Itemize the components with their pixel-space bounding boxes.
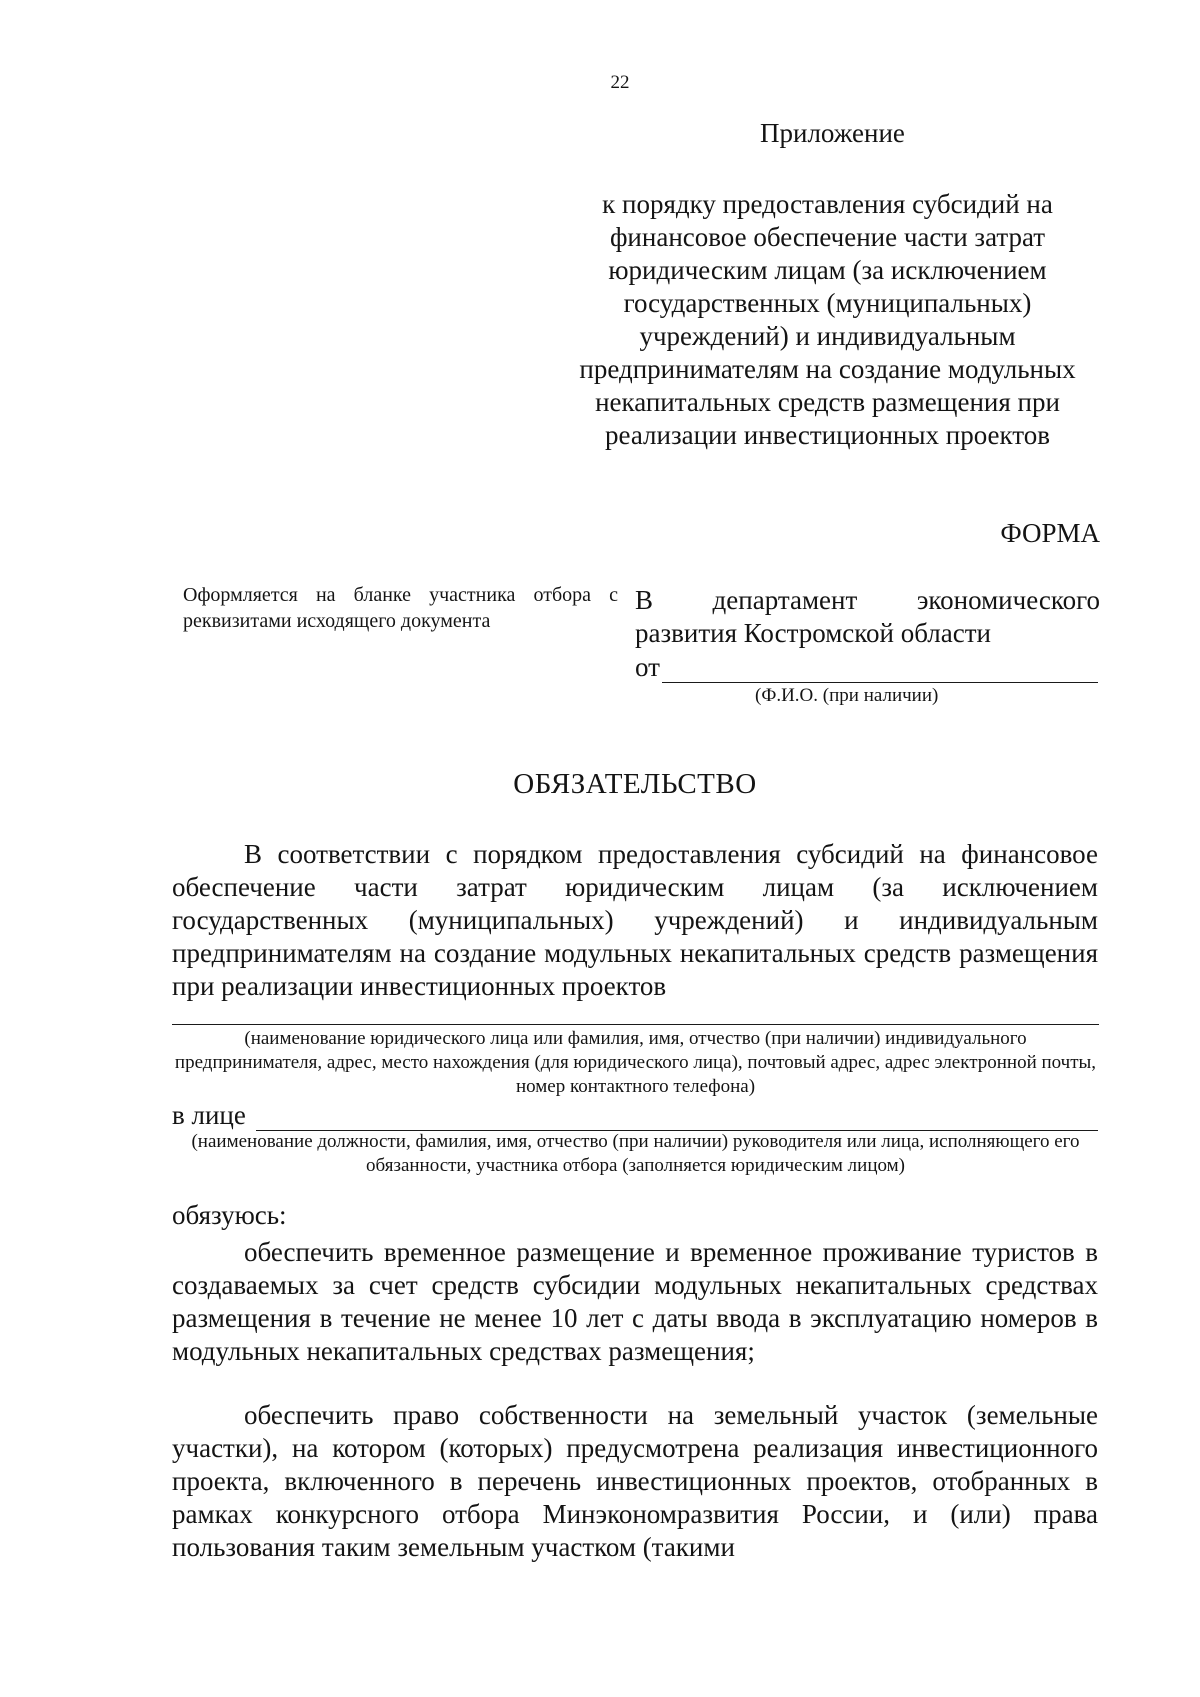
form-label: ФОРМА [1000, 518, 1100, 548]
entity-caption: (наименование юридического лица или фамилия, имя, отчество (при наличии) индивидуального предпринимателя, адрес, место нахождения (для юридического лица), почтовый адрес, адрес электронной почты, номер контактного телефона) [174, 1028, 1097, 1097]
from-label: от [635, 652, 660, 682]
in-person-label: в лице [172, 1100, 246, 1130]
entity-fill-line [172, 1024, 1099, 1025]
obligation-item: обеспечить временное размещение и временное проживание туристов в создаваемых за счет средств субсидии модульных некапитальных средствах размещения в течение не менее 10 лет с даты ввода в эксплуатацию номеров в модульных некапитальных средствах размещения; [172, 1237, 1098, 1366]
from-field [635, 652, 1098, 683]
obligate-label: обязуюсь: [172, 1200, 287, 1230]
addressee-block: В департамент экономического развития Костромской области [635, 585, 1100, 648]
letterhead-note: Оформляется на бланке участника отбора с реквизитами исходящего документа [183, 584, 618, 632]
appendix-title: Приложение [760, 118, 905, 148]
fio-caption: (Ф.И.О. (при наличии) [755, 685, 939, 706]
in-person-fill-line [256, 1104, 1098, 1131]
from-fill-line [662, 656, 1098, 683]
page-number: 22 [610, 72, 630, 93]
paragraph-intro: В соответствии с порядком предоставления субсидий на финансовое обеспечение части затрат юридическим лицам (за исключением государственных (муниципальных) учреждений) и индивидуальным предпринимателям на создание модульных некапитальных средств размещения при реализации инвестиционных проектов [172, 839, 1098, 1001]
appendix-text: к порядку предоставления субсидий на финансовое обеспечение части затрат юридическим лицам (за исключением государственных (муниципальных) учреждений) и индивидуальным предпринимателям на создание модульных некапитальных средств размещения при реализации инвестиционных проектов [579, 189, 1076, 450]
person-caption: (наименование должности, фамилия, имя, отчество (при наличии) руководителя или лица, исполняющего его обязанности, участника отбора (заполняется юридическим лицом) [191, 1131, 1080, 1176]
document-title: ОБЯЗАТЕЛЬСТВО [513, 768, 757, 800]
in-person-field [172, 1100, 1098, 1131]
obligation-item: обеспечить право собственности на земельный участок (земельные участки), на котором (которых) предусмотрена реализация инвестиционного проекта, включенного в перечень инвестиционных проектов, отобранных в рамках конкурсного отбора Минэкономразвития России, и (или) права пользования таким земельным участком (такими [172, 1400, 1098, 1562]
